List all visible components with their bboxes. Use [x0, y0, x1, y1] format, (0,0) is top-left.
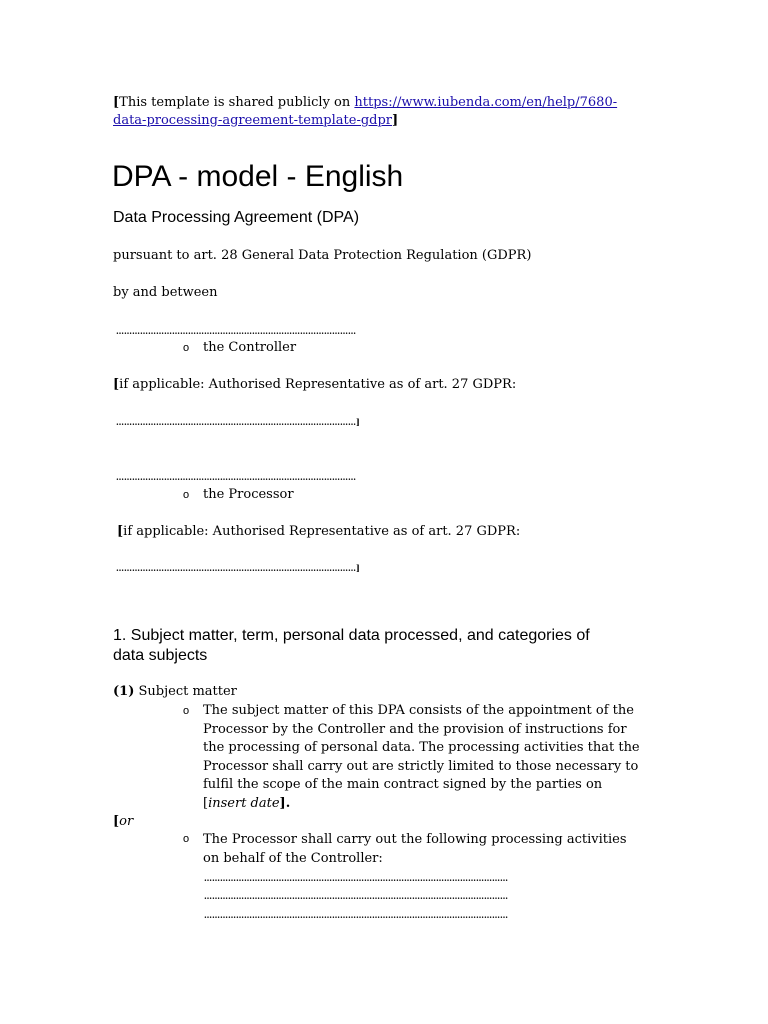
section1-heading-line2: data subjects [113, 647, 208, 664]
processor-rep-blank: ………………………………………………………………………………] [116, 563, 360, 573]
template-link-part2[interactable]: data-processing-agreement-template-gdpr [113, 113, 393, 128]
activities-blank-line: …………………………………………………………………………………………………… [204, 891, 508, 901]
subsection1-label: (1) Subject matter [113, 684, 237, 699]
template-note-line1 [113, 95, 617, 110]
controller-rep-blank: ………………………………………………………………………………] [116, 417, 360, 427]
note-prefix: This template is shared publicly on [119, 95, 355, 110]
controller-name-blank: ……………………………………………………………………………… [116, 326, 356, 336]
document-title: DPA - model - English [112, 160, 404, 193]
processor-label: the Processor [203, 487, 294, 502]
section1-heading-line1: 1. Subject matter, term, personal data processed, and categories of [113, 627, 590, 644]
note-bracket-open: [ [113, 95, 120, 110]
pursuant-text: pursuant to art. 28 General Data Protection Regulation (GDPR) [113, 248, 532, 263]
bullet-marker: o [183, 489, 190, 501]
processing-activities-paragraph: The Processor shall carry out the following processing activities on behalf of the Controller: [203, 832, 627, 866]
activities-blank-line: …………………………………………………………………………………………………… [204, 873, 508, 883]
by-and-between: by and between [113, 285, 218, 300]
bullet-marker: o [183, 342, 190, 354]
subject-matter-paragraph: The subject matter of this DPA consists of the appointment of the Processor by the Controller and the provision of instructions for the processing of personal data. The processing activities that the Processor shall carry out are strictly limited to those necessary to fulfil the scope of the main contract signed by the parties on [insert date]. [203, 703, 640, 811]
or-alternative: [or [113, 814, 134, 829]
note-bracket-close: ] [392, 113, 399, 128]
template-link-part1[interactable]: https://www.iubenda.com/en/help/7680- [354, 95, 618, 110]
bullet-marker: o [183, 705, 190, 717]
authorised-rep-controller: [if applicable: Authorised Representative as of art. 27 GDPR: [113, 377, 517, 392]
authorised-rep-processor: [if applicable: Authorised Representative as of art. 27 GDPR: [117, 524, 521, 539]
document-subtitle: Data Processing Agreement (DPA) [113, 209, 360, 226]
template-note-line2 [113, 113, 398, 128]
bullet-marker: o [183, 833, 190, 845]
processor-name-blank: ……………………………………………………………………………… [116, 472, 356, 482]
activities-blank-line: …………………………………………………………………………………………………… [204, 910, 508, 920]
controller-label: the Controller [203, 340, 297, 355]
